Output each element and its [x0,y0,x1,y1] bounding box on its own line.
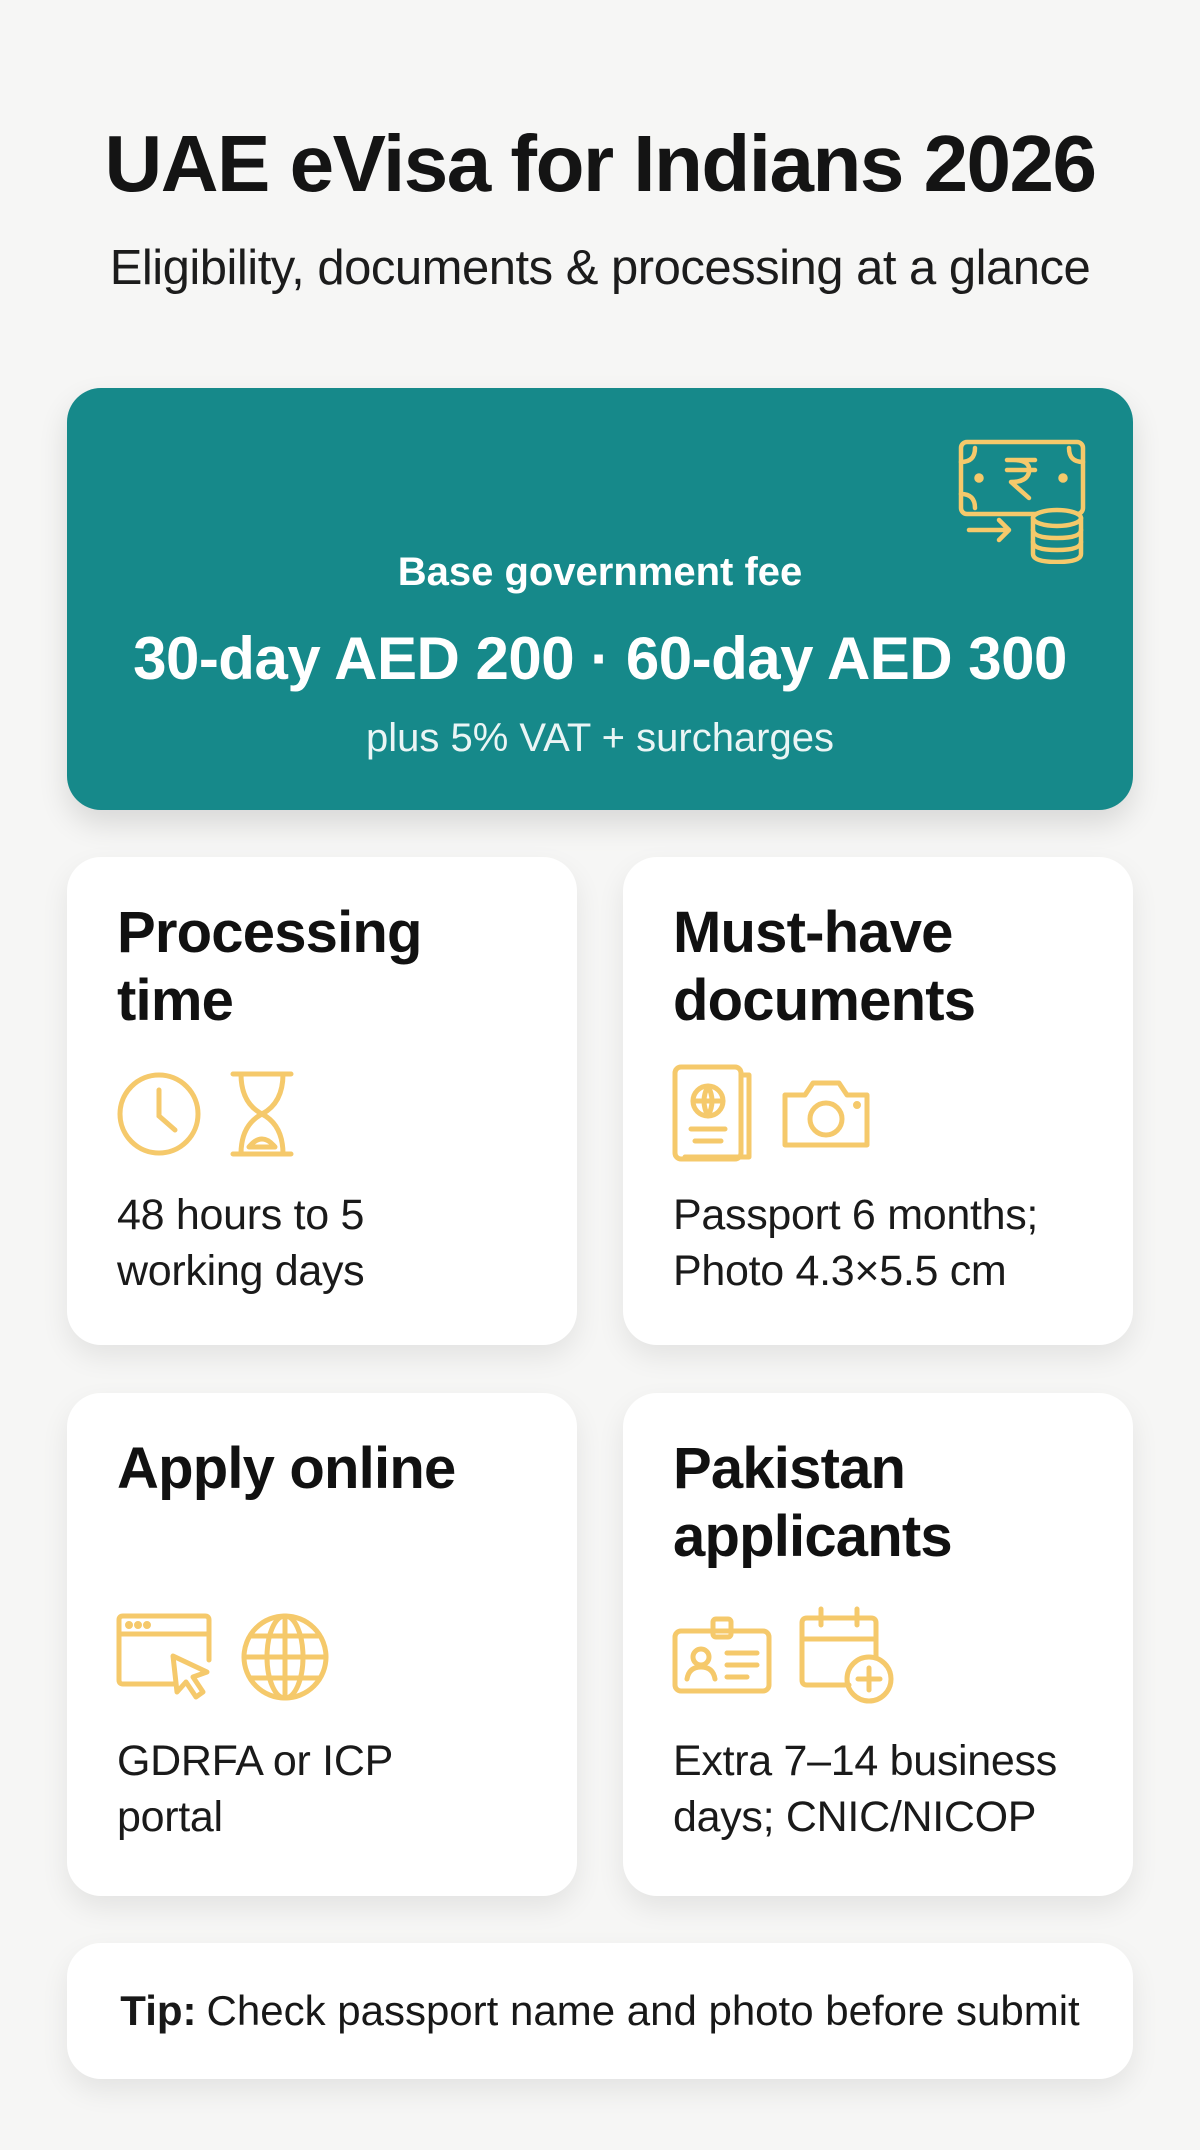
browser-cursor-icon [115,1612,215,1702]
card-text [117,1187,547,1299]
card-icons [115,1069,297,1159]
card-text-line: Photo 4.3×5.5 cm [673,1247,1007,1295]
calendar-add-icon [797,1605,897,1705]
card-icons [671,1063,873,1163]
card-text [673,1733,1103,1845]
fee-amounts: 30-day AED 200 · 60-day AED 300 [133,625,1067,692]
card-title [673,1435,1103,1571]
card-text-line: Passport 6 months; [673,1191,1039,1239]
tip-card [67,1943,1133,2079]
hourglass-icon [227,1069,297,1159]
card-title-line: time [117,968,234,1033]
card-title-line: Processing [117,900,422,965]
pakistan-applicants-card [623,1393,1133,1896]
globe-icon [239,1611,331,1703]
fee-card [67,388,1133,810]
page-title: UAE eVisa for Indians 2026 [104,119,1096,208]
apply-online-card [67,1393,577,1896]
card-title-line: applicants [673,1504,952,1569]
card-icons [115,1611,331,1703]
passport-icon [671,1063,755,1163]
rupee-money-exchange-icon [957,438,1087,564]
card-title [117,899,547,1035]
card-text-line: days; CNIC/NICOP [673,1793,1037,1841]
clock-icon [115,1070,203,1158]
card-text-line: GDRFA or ICP [117,1737,393,1785]
processing-time-card [67,857,577,1345]
card-text-line: working days [117,1247,365,1295]
card-title-line: Apply online [117,1436,456,1501]
card-text [673,1187,1103,1299]
fee-label: Base government fee [397,550,803,594]
card-icons [671,1605,897,1705]
card-text [117,1733,547,1845]
fee-note: plus 5% VAT + surcharges [365,716,834,760]
card-text-line: 48 hours to 5 [117,1191,365,1239]
tip-label: Tip: [120,1987,197,2034]
card-text-line: Extra 7–14 business [673,1737,1057,1785]
card-text-line: portal [117,1793,223,1841]
card-title [673,899,1103,1035]
card-title [117,1435,547,1503]
tip-text: Check passport name and photo before submit [206,1987,1080,2034]
documents-card [623,857,1133,1345]
card-title-line: documents [673,968,976,1033]
card-title-line: Must-have [673,900,953,965]
id-card-icon [671,1615,773,1695]
camera-icon [779,1075,873,1151]
page-subtitle: Eligibility, documents & processing at a glance [109,241,1091,295]
card-title-line: Pakistan [673,1436,906,1501]
